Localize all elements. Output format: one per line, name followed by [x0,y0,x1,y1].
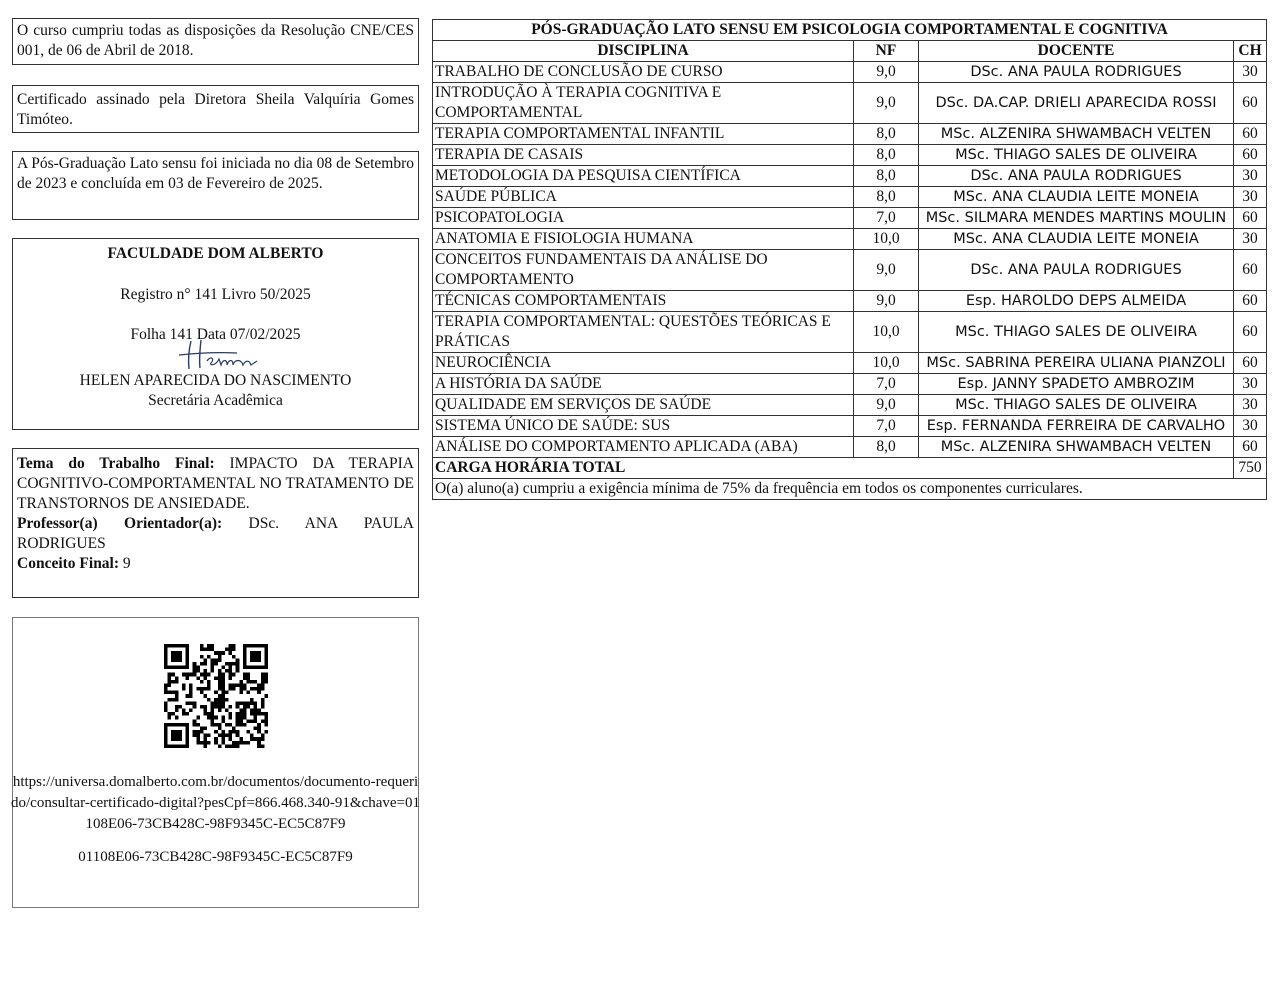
orientador-value: DSc. ANA PAULA RODRIGUES [17,515,415,552]
signature-icon [177,337,277,373]
disciplina-cell: NEUROCIÊNCIA [433,353,854,374]
verificacao-url[interactable]: https://universa.domalberto.com.br/documentos/documento-requerido/consultar-certificado-digital?pesCpf=866.468.340-91&chave=01108E06-73CB428C-98F9345C-EC5C87F9 [11,774,420,832]
table-row [433,250,1267,291]
nf-cell: 8,0 [854,124,919,145]
ch-cell: 60 [1234,437,1267,458]
ch-cell: 30 [1234,395,1267,416]
col-ch: CH [1234,41,1267,62]
ch-cell: 30 [1234,166,1267,187]
disciplina-cell: TERAPIA DE CASAIS [433,145,854,166]
ch-cell: 30 [1234,374,1267,395]
nf-cell: 10,0 [854,229,919,250]
table-row [433,83,1267,124]
disciplina-cell: TERAPIA COMPORTAMENTAL: QUESTÕES TEÓRICAS E PRÁTICAS [433,312,854,353]
docente-cell: DSc. ANA PAULA RODRIGUES [919,166,1234,187]
tema-value: IMPACTO DA TERAPIA COGNITIVO-COMPORTAMENTAL NO TRATAMENTO DE TRANSTORNOS DE ANSIEDADE. [17,455,415,512]
nf-cell: 9,0 [854,62,919,83]
docente-cell: MSc. ALZENIRA SHWAMBACH VELTEN [919,124,1234,145]
orientador-line [17,514,414,554]
docente-cell: MSc. THIAGO SALES DE OLIVEIRA [919,312,1234,353]
table-row [433,124,1267,145]
disciplina-cell: ANÁLISE DO COMPORTAMENTO APLICADA (ABA) [433,437,854,458]
registro-box [12,238,419,430]
disciplina-cell: TRABALHO DE CONCLUSÃO DE CURSO [433,62,854,83]
orientador-label: Professor(a) Orientador(a): [17,515,223,532]
certificado-box [12,85,419,133]
table-row [433,187,1267,208]
table-row [433,416,1267,437]
nf-cell: 7,0 [854,208,919,229]
docente-cell: MSc. THIAGO SALES DE OLIVEIRA [919,395,1234,416]
total-label: CARGA HORÁRIA TOTAL [433,458,1234,479]
docente-cell: Esp. HAROLDO DEPS ALMEIDA [919,291,1234,312]
nf-cell: 8,0 [854,166,919,187]
table-row [433,374,1267,395]
nf-cell: 10,0 [854,312,919,353]
docente-cell: MSc. SILMARA MENDES MARTINS MOULIN [919,208,1234,229]
nf-cell: 7,0 [854,416,919,437]
verificacao-box [12,617,419,908]
ch-cell: 30 [1234,229,1267,250]
frequencia-text: O(a) aluno(a) cumpriu a exigência mínima de 75% da frequência em todos os componentes curriculares. [433,479,1267,500]
ch-cell: 60 [1234,353,1267,374]
ch-cell: 60 [1234,124,1267,145]
table-row [433,312,1267,353]
docente-cell: DSc. DA.CAP. DRIELI APARECIDA ROSSI [919,83,1234,124]
frequencia-row [433,479,1267,500]
col-nf: NF [854,41,919,62]
disciplina-cell: INTRODUÇÃO À TERAPIA COGNITIVA E COMPORTAMENTAL [433,83,854,124]
conceito-label: Conceito Final: [17,555,120,572]
tema-label: Tema do Trabalho Final: [17,455,215,472]
tema-box [12,448,419,598]
col-docente: DOCENTE [919,41,1234,62]
disciplina-cell: TÉCNICAS COMPORTAMENTAIS [433,291,854,312]
total-row [433,458,1267,479]
periodo-box [12,151,419,220]
ch-cell: 60 [1234,291,1267,312]
header-row [433,41,1267,62]
disciplina-cell: ANATOMIA E FISIOLOGIA HUMANA [433,229,854,250]
table-row [433,166,1267,187]
signature [17,345,414,371]
table-row [433,395,1267,416]
disciplina-cell: CONCEITOS FUNDAMENTAIS DA ANÁLISE DO COMPORTAMENTO [433,250,854,291]
nf-cell: 8,0 [854,145,919,166]
grade-title: PÓS-GRADUAÇÃO LATO SENSU EM PSICOLOGIA COMPORTAMENTAL E COGNITIVA [433,20,1267,41]
table-row [433,291,1267,312]
qr-code-icon[interactable] [164,644,268,748]
ch-cell: 60 [1234,208,1267,229]
nf-cell: 9,0 [854,250,919,291]
col-disciplina: DISCIPLINA [433,41,854,62]
secretaria-cargo: Secretária Acadêmica [148,392,283,409]
nf-cell: 9,0 [854,83,919,124]
ch-cell: 60 [1234,250,1267,291]
disciplina-cell: A HISTÓRIA DA SAÚDE [433,374,854,395]
nf-cell: 9,0 [854,395,919,416]
faculdade-name: FACULDADE DOM ALBERTO [107,245,324,262]
resolucao-text: O curso cumpriu todas as disposições da Resolução CNE/CES 001, de 06 de Abril de 2018. [17,22,414,59]
resolucao-box [12,18,419,65]
disciplina-cell: SISTEMA ÚNICO DE SAÚDE: SUS [433,416,854,437]
disciplina-cell: SAÚDE PÚBLICA [433,187,854,208]
docente-cell: Esp. JANNY SPADETO AMBROZIM [919,374,1234,395]
total-value: 750 [1234,458,1267,479]
registro-text: Registro n° 141 Livro 50/2025 [120,286,311,303]
table-row [433,145,1267,166]
nf-cell: 8,0 [854,437,919,458]
ch-cell: 30 [1234,187,1267,208]
docente-cell: DSc. ANA PAULA RODRIGUES [919,62,1234,83]
periodo-text: A Pós-Graduação Lato sensu foi iniciada no dia 08 de Setembro de 2023 e concluída em 03 de Fevereiro de 2025. [17,155,414,192]
docente-cell: MSc. SABRINA PEREIRA ULIANA PIANZOLI [919,353,1234,374]
docente-cell: Esp. FERNANDA FERREIRA DE CARVALHO [919,416,1234,437]
docente-cell: MSc. ANA CLAUDIA LEITE MONEIA [919,229,1234,250]
ch-cell: 30 [1234,62,1267,83]
verificacao-chave: 01108E06-73CB428C-98F9345C-EC5C87F9 [78,849,353,865]
ch-cell: 60 [1234,312,1267,353]
docente-cell: MSc. ALZENIRA SHWAMBACH VELTEN [919,437,1234,458]
disciplina-cell: PSICOPATOLOGIA [433,208,854,229]
folha-text: Folha 141 Data 07/02/2025 [130,326,301,343]
table-row [433,62,1267,83]
ch-cell: 30 [1234,416,1267,437]
table-row [433,437,1267,458]
docente-cell: DSc. ANA PAULA RODRIGUES [919,250,1234,291]
table-row [433,208,1267,229]
docente-cell: MSc. THIAGO SALES DE OLIVEIRA [919,145,1234,166]
nf-cell: 10,0 [854,353,919,374]
disciplina-cell: QUALIDADE EM SERVIÇOS DE SAÚDE [433,395,854,416]
ch-cell: 60 [1234,145,1267,166]
disciplina-cell: METODOLOGIA DA PESQUISA CIENTÍFICA [433,166,854,187]
nf-cell: 7,0 [854,374,919,395]
ch-cell: 60 [1234,83,1267,124]
tema-line [17,454,414,514]
nf-cell: 9,0 [854,291,919,312]
table-row [433,353,1267,374]
grade-curricular-table [432,19,1267,500]
certificado-text: Certificado assinado pela Diretora Sheila Valquíria Gomes Timóteo. [17,91,414,128]
disciplina-cell: TERAPIA COMPORTAMENTAL INFANTIL [433,124,854,145]
nf-cell: 8,0 [854,187,919,208]
secretaria-nome: HELEN APARECIDA DO NASCIMENTO [79,372,352,389]
docente-cell: MSc. ANA CLAUDIA LEITE MONEIA [919,187,1234,208]
conceito-value: 9 [122,555,131,572]
table-row [433,229,1267,250]
conceito-line [17,554,414,574]
